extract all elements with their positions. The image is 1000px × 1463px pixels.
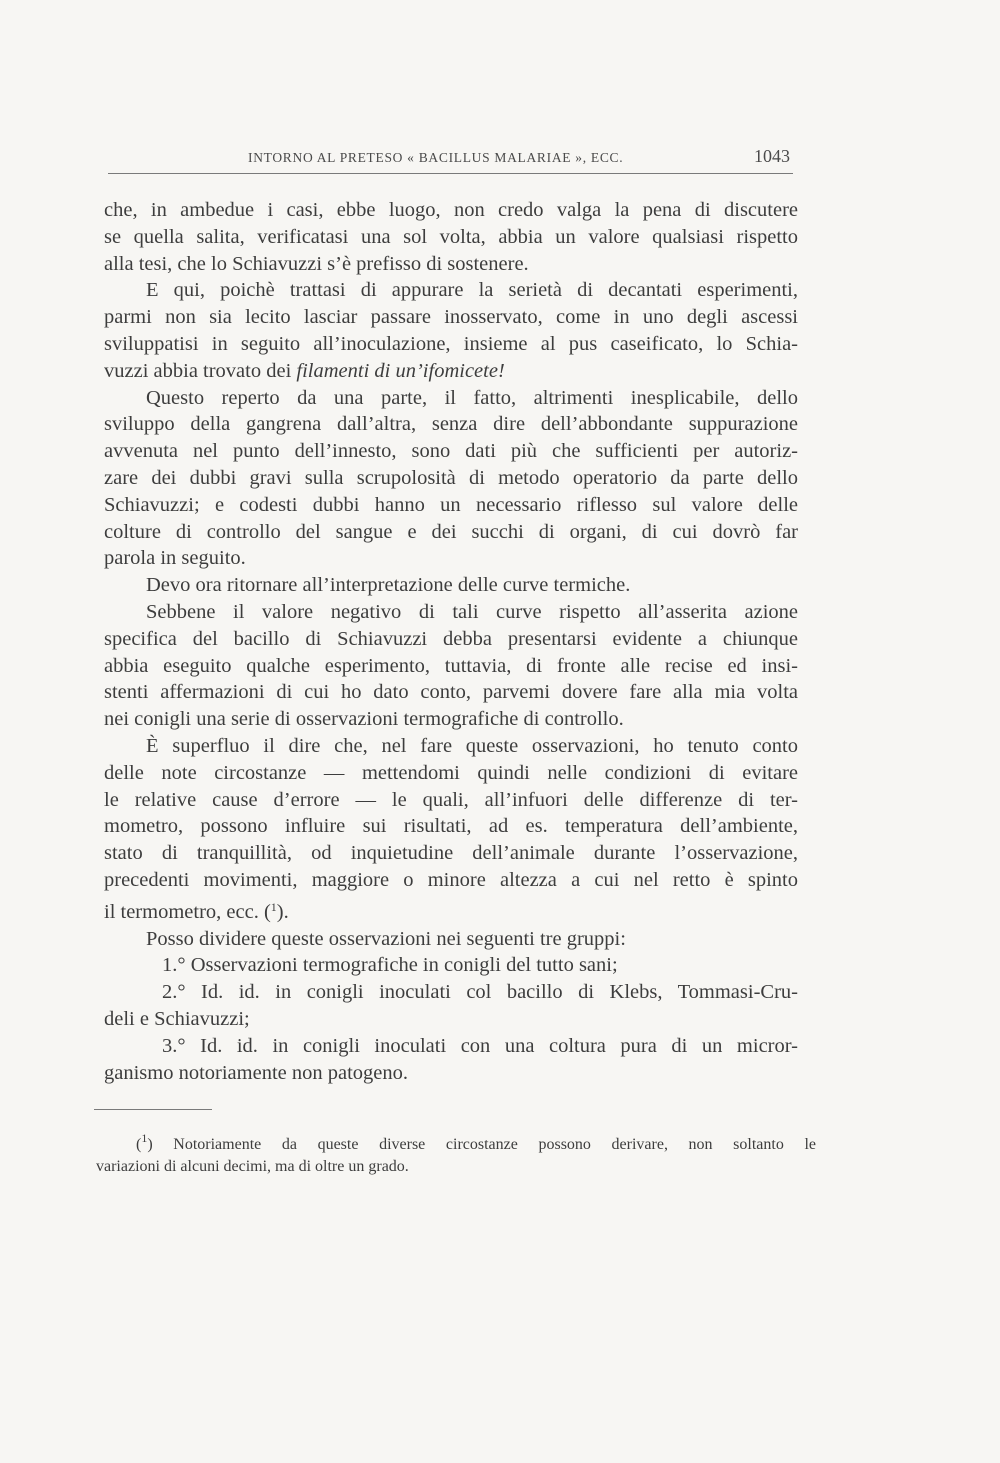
text-line: Sebbene il valore negativo di tali curve rispetto all’asserita azione <box>146 600 798 623</box>
text-line: abbia eseguito qualche esperimento, tuttavia, di fronte alle recise ed insi- <box>104 654 798 677</box>
paragraph-1 <box>104 197 798 277</box>
text-fragment: ). <box>276 900 289 923</box>
text-line: se quella salita, verificatasi una sol volta, abbia un valore qualsiasi rispetto <box>104 225 798 248</box>
running-title: INTORNO AL PRETESO « BACILLUS MALARIAE », ECC. <box>248 150 624 165</box>
footnote-ref: 1 <box>270 899 277 914</box>
text-line: delle note circostanze — mettendomi quindi nelle condizioni di evitare <box>104 761 798 784</box>
text-line: deli e Schiavuzzi; <box>104 1007 250 1030</box>
text-line: le relative cause d’errore — le quali, all’infuori delle differenze di ter- <box>104 788 798 811</box>
list-item: 1.° Osservazioni termografiche in conigli del tutto sani; <box>162 954 618 977</box>
footnote-marker: 1 <box>141 1131 148 1145</box>
paragraph-2 <box>104 277 798 384</box>
paragraph-6 <box>104 733 798 926</box>
text-line: precedenti movimenti, maggiore o minore altezza a cui nel retto è spinto <box>104 868 798 891</box>
text-line: specifica del bacillo di Schiavuzzi debba presentarsi evidente a chiunque <box>104 627 798 650</box>
text-line: alla tesi, che lo Schiavuzzi s’è prefisso di sostenere. <box>104 252 529 275</box>
text-line: È superfluo il dire che, nel fare queste osservazioni, ho tenuto conto <box>146 734 798 757</box>
text-fragment: ( <box>136 1136 142 1153</box>
body-text <box>104 197 798 1086</box>
text-fragment: il termometro, ecc. ( <box>104 900 271 923</box>
text-line: Questo reperto da una parte, il fatto, altrimenti inesplicabile, dello <box>146 386 798 409</box>
text-line: zare dei dubbi gravi sulla scrupolosità di metodo operatorio da parte dello <box>104 466 798 489</box>
text-line: sviluppatisi in seguito all’inoculazione, insieme al pus caseificato, lo Schia- <box>104 332 798 355</box>
italic-phrase: filamenti di un’ifomicete! <box>296 359 505 382</box>
text-line: stato di tranquillità, od inquietudine dell’animale durante l’osservazione, <box>104 842 798 865</box>
text-line: E qui, poichè trattasi di appurare la serietà di decantati esperimenti, <box>146 279 798 302</box>
text-line: mometro, possono influire sui risultati, ad es. temperatura dell’ambiente, <box>104 815 798 838</box>
footnote-line <box>96 1127 816 1156</box>
text-fragment: vuzzi abbia trovato dei <box>104 359 297 382</box>
text-line: parmi non sia lecito lasciar passare inosservato, come in uno degli ascessi <box>104 306 798 329</box>
text-line: colture di controllo del sangue e dei succhi di organi, di cui dovrò far <box>104 520 798 543</box>
list-item: 3.° Id. id. in conigli inoculati con una coltura pura di un micror- <box>162 1034 798 1057</box>
footnote-rule <box>94 1109 212 1110</box>
text-line: sviluppo della gangrena dall’altra, senza dire dell’abbondante suppurazione <box>104 413 798 436</box>
page-number: 1043 <box>754 146 790 166</box>
text-line: avvenuta nel punto dell’innesto, sono dati più che sufficienti per autoriz- <box>104 440 798 463</box>
text-line: stenti affermazioni di cui ho dato conto, parvemi dovere fare alla mia volta <box>104 681 798 704</box>
footnote-line: variazioni di alcuni decimi, ma di oltre un grado. <box>96 1158 409 1175</box>
text-line <box>104 358 798 385</box>
text-line: Schiavuzzi; e codesti dubbi hanno un necessario riflesso sul valore delle <box>104 493 798 516</box>
text-line: Devo ora ritornare all’interpretazione delle curve termiche. <box>146 574 631 597</box>
text-line: nei conigli una serie di osservazioni termografiche di controllo. <box>104 708 624 731</box>
running-head <box>108 146 796 170</box>
paragraph-5 <box>104 599 798 733</box>
paragraph-3 <box>104 385 798 573</box>
text-line <box>104 894 798 926</box>
footnotes <box>96 1127 816 1178</box>
text-line: Posso dividere queste osservazioni nei seguenti tre gruppi: <box>146 927 626 950</box>
list-item: 2.° Id. id. in conigli inoculati col bacillo di Klebs, Tommasi-Cru- <box>162 981 798 1004</box>
text-line: che, in ambedue i casi, ebbe luogo, non credo valga la pena di discutere <box>104 199 798 221</box>
text-fragment: ) Notoriamente da queste diverse circostanze possono derivare, non soltanto le <box>147 1136 816 1153</box>
paragraph-7 <box>104 926 798 1087</box>
header-rule <box>108 173 793 174</box>
text-line: ganismo notoriamente non patogeno. <box>104 1061 409 1084</box>
text-line: parola in seguito. <box>104 547 246 570</box>
paragraph-4 <box>104 572 798 599</box>
